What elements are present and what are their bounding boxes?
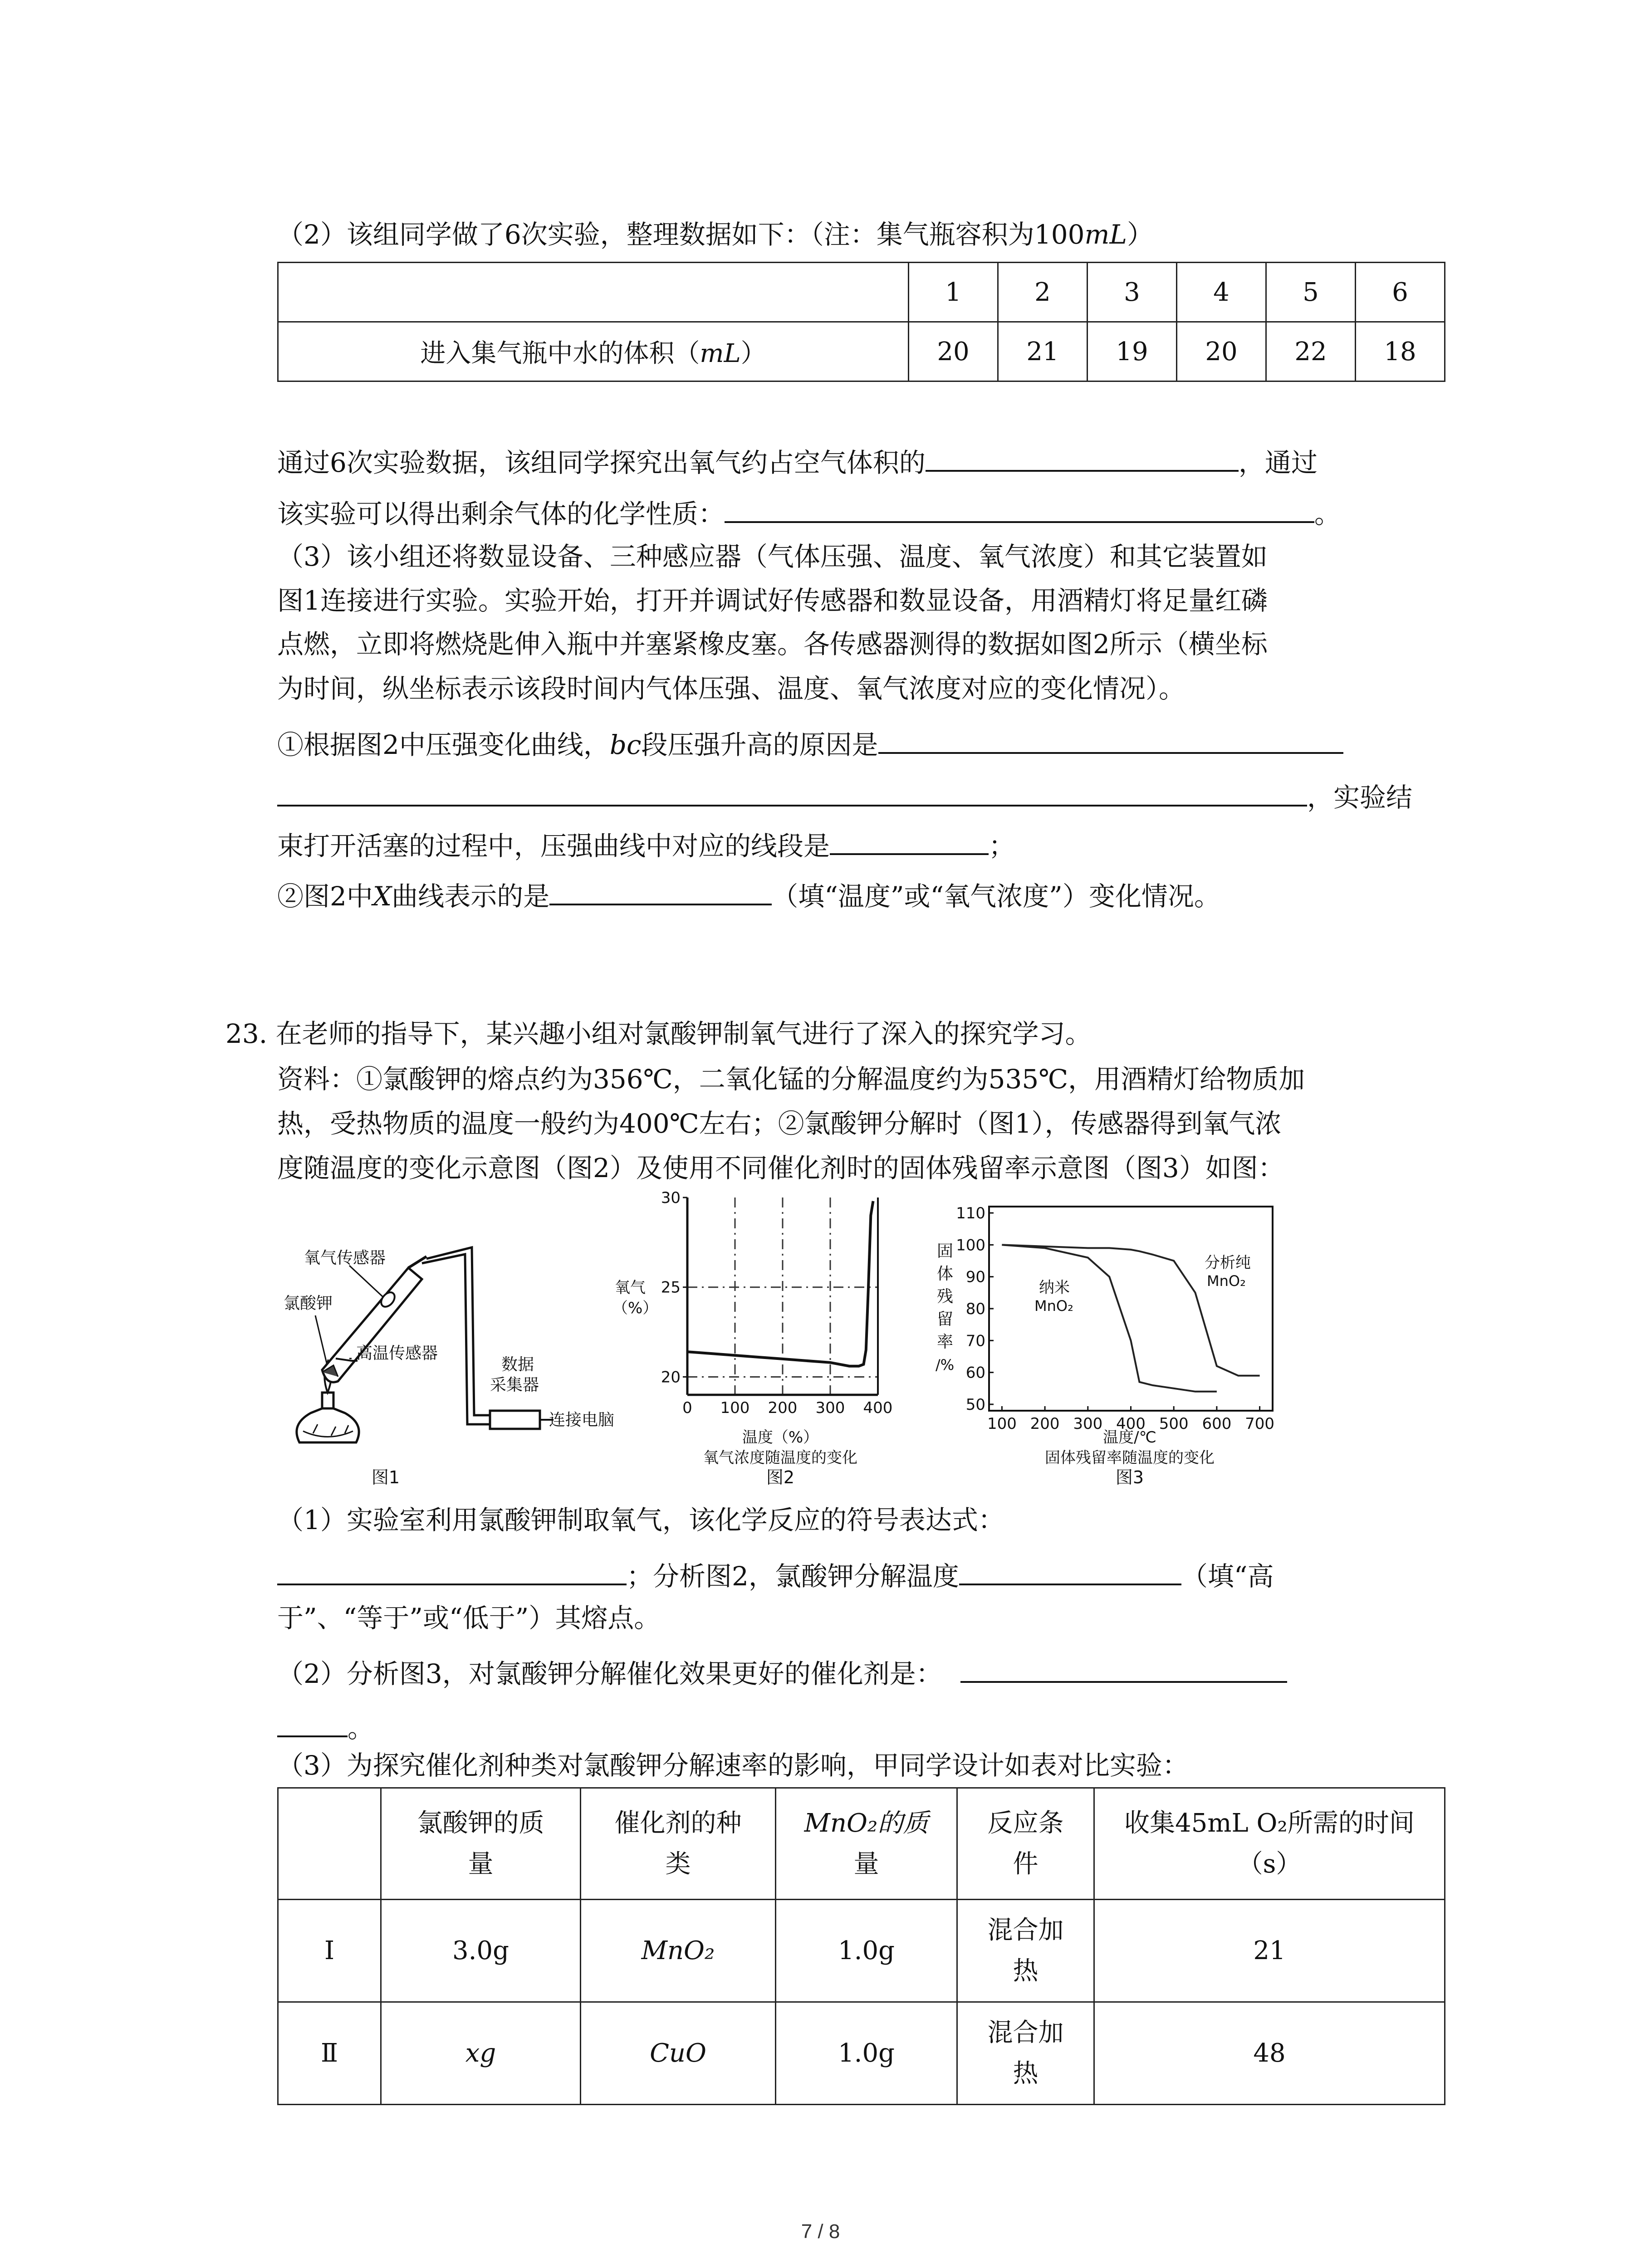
q23-part2-line2: 。 (277, 1710, 374, 1741)
y-tick-label: 100 (956, 1236, 985, 1255)
x-axis-label: 温度（%） (742, 1428, 819, 1447)
x-tick-label: 0 (682, 1399, 692, 1417)
q23-part3: （3）为探究催化剂种类对氯酸钾分解速率的影响，甲同学设计如表对比实验： (277, 1750, 1189, 1781)
q22-line2: 该实验可以得出剩余气体的化学性质： 。 (277, 496, 1341, 527)
q23-line2: 资料：①氯酸钾的熔点约为356℃，二氧化锰的分解温度约为535℃，用酒精灯给物质加 (277, 1064, 1305, 1095)
label-oxygen-sensor: 氧气传感器 (304, 1249, 386, 1267)
y-tick-label: 90 (965, 1268, 985, 1286)
table-cell: Ⅱ (278, 2002, 381, 2105)
y-tick-label: 80 (965, 1300, 985, 1318)
answer-blank[interactable] (277, 1710, 348, 1737)
table-cell: 20 (1177, 322, 1266, 381)
svg-text:固: 固 (937, 1242, 954, 1261)
q22-line10: ②图2中X曲线表示的是 （填“温度”或“氧气浓度”）变化情况。 (277, 878, 1220, 909)
table-cell: 48 (1094, 2002, 1445, 2105)
q22-line6: 为时间，纵坐标表示该段时间内气体压强、温度、氧气浓度对应的变化情况）。 (277, 673, 1185, 704)
x-tick-label: 700 (1245, 1415, 1275, 1433)
q23-title: 23. 在老师的指导下，某兴趣小组对氯酸钾制氧气进行了深入的探究学习。 (225, 1018, 1092, 1049)
q23-line4: 度随温度的变化示意图（图2）及使用不同催化剂时的固体残留率示意图（图3）如图： (277, 1153, 1284, 1183)
q22-line1: 通过6次实验数据，该组同学探究出氧气约占空气体积的 ，通过 (277, 445, 1318, 476)
answer-blank[interactable] (277, 1558, 627, 1585)
chart-subtitle: 氧气浓度随温度的变化 (703, 1449, 857, 1467)
q23-part1-line2: ；分析图2，氯酸钾分解温度 （填“高 (277, 1558, 1274, 1589)
table-cell (278, 263, 909, 322)
y-tick-label: 25 (661, 1278, 681, 1297)
y-axis-label: 氧气 (615, 1279, 646, 1297)
label-high-temp-sensor: 高温传感器 (356, 1344, 438, 1363)
figure-2-oxygen-chart (603, 1188, 903, 1497)
table-cell: 6 (1356, 263, 1445, 322)
figure-3-caption: 图3 (1115, 1467, 1144, 1487)
x-tick-label: 300 (815, 1399, 845, 1417)
x-tick-label: 600 (1202, 1415, 1232, 1433)
table-cell: 20 (909, 322, 998, 381)
figure-2-caption: 图2 (766, 1467, 795, 1487)
table-cell: MnO₂ (581, 1900, 776, 2002)
chart-ticks (661, 1189, 893, 1417)
table-cell: 3.0g (381, 1900, 581, 2002)
svg-text:残: 残 (937, 1287, 954, 1306)
svg-text:/%: /% (936, 1356, 955, 1374)
catalyst-experiment-table (277, 1787, 1445, 2105)
table-cell: 5 (1266, 263, 1356, 322)
series-label-analytical-formula: MnO₂ (1207, 1272, 1246, 1290)
table-cell: 21 (998, 322, 1087, 381)
x-tick-label: 400 (863, 1399, 893, 1417)
answer-blank[interactable] (725, 496, 1314, 523)
x-tick-label: 100 (720, 1399, 750, 1417)
answer-blank[interactable] (549, 878, 772, 905)
table-cell: 2 (998, 263, 1087, 322)
q22-line3: （3）该小组还将数显设备、三种感应器（气体压强、温度、氧气浓度）和其它装置如 (277, 541, 1268, 572)
table-cell: 混合加 热 (957, 1900, 1094, 2002)
series-label-nano-formula: MnO₂ (1034, 1297, 1073, 1315)
table-cell: 1 (909, 263, 998, 322)
table-row (278, 2002, 1445, 2105)
table-header-cell: 收集45mL O₂所需的时间 （s） (1094, 1788, 1445, 1900)
table-cell: 18 (1356, 322, 1445, 381)
x-tick-label: 500 (1159, 1415, 1189, 1433)
figure-3-residue-chart (930, 1198, 1284, 1497)
water-volume-table (277, 262, 1445, 382)
y-axis-unit: （%） (612, 1299, 658, 1317)
answer-blank[interactable] (959, 1558, 1181, 1585)
table-header-cell: 氯酸钾的质 量 (381, 1788, 581, 1900)
oxygen-series-line (687, 1201, 873, 1366)
y-axis-label (936, 1242, 954, 1374)
table-cell: 1.0g (776, 2002, 957, 2105)
table-cell: Ⅰ (278, 1900, 381, 2002)
q23-part1-line1: （1）实验室利用氯酸钾制取氧气，该化学反应的符号表达式： (277, 1505, 1004, 1535)
answer-blank[interactable] (878, 727, 1343, 754)
q22-line9: 束打开活塞的过程中，压强曲线中对应的线段是 ； (277, 828, 1015, 859)
table-header-cell (278, 1788, 381, 1900)
q23-part2-line1: （2）分析图3，对氯酸钾分解催化效果更好的催化剂是： (277, 1656, 1287, 1687)
series-label-nano: 纳米 (1039, 1279, 1070, 1297)
svg-text:体: 体 (937, 1265, 954, 1283)
answer-blank[interactable] (960, 1656, 1287, 1683)
label-collector: 采集器 (490, 1376, 539, 1394)
label-kclo3: 氯酸钾 (284, 1294, 333, 1313)
table-header-cell: 反应条 件 (957, 1788, 1094, 1900)
chart-frame (989, 1207, 1273, 1411)
x-tick-label: 300 (1073, 1415, 1103, 1433)
answer-blank[interactable] (926, 445, 1239, 472)
label-data: 数据 (501, 1355, 534, 1374)
table-cell: 19 (1087, 322, 1177, 381)
x-tick-label: 100 (987, 1415, 1017, 1433)
table-header-cell: MnO₂的质 量 (776, 1788, 957, 1900)
x-tick-label: 200 (768, 1399, 798, 1417)
y-tick-label: 30 (661, 1189, 681, 1207)
q22-line4: 图1连接进行实验。实验开始，打开并调试好传感器和数显设备，用酒精灯将足量红磷 (277, 585, 1268, 616)
x-tick-label: 200 (1030, 1415, 1060, 1433)
page-number: 7 / 8 (801, 2220, 840, 2243)
table-cell: CuO (581, 2002, 776, 2105)
answer-blank[interactable] (830, 828, 989, 855)
table-cell: 21 (1094, 1900, 1445, 2002)
figure-1-apparatus (272, 1229, 635, 1492)
nano-mno2-series-line (1002, 1245, 1217, 1391)
q22-line8: ，实验结 (277, 779, 1412, 811)
test-tube-icon (322, 1256, 426, 1382)
series-label-analytical: 分析纯 (1205, 1254, 1251, 1272)
y-tick-label: 20 (661, 1368, 681, 1387)
row-label: 进入集气瓶中水的体积（mL） (278, 322, 909, 381)
figure-1-caption: 图1 (371, 1467, 400, 1487)
q22-part2-intro: （2）该组同学做了6次实验，整理数据如下：（注：集气瓶容积为100mL） (277, 219, 1154, 250)
label-computer: 连接电脑 (549, 1411, 615, 1429)
q22-line5: 点燃，立即将燃烧匙伸入瓶中并塞紧橡皮塞。各传感器测得的数据如图2所示（横坐标 (277, 629, 1268, 660)
chart-ticks (956, 1204, 1274, 1433)
y-tick-label: 60 (965, 1364, 985, 1382)
q23-part1-line3: 于”、“等于”或“低于”）其熔点。 (277, 1603, 661, 1633)
table-cell: 3 (1087, 263, 1177, 322)
table-row (278, 1900, 1445, 2002)
svg-text:率: 率 (937, 1333, 954, 1351)
chart-subtitle: 固体残留率随温度的变化 (1045, 1449, 1215, 1467)
q22-line7: ①根据图2中压强变化曲线，bc段压强升高的原因是 (277, 727, 1343, 758)
table-header-cell: 催化剂的种 类 (581, 1788, 776, 1900)
x-axis-label: 温度/℃ (1103, 1428, 1156, 1447)
table-cell: xg (381, 2002, 581, 2105)
y-tick-label: 110 (956, 1204, 985, 1223)
q23-line3: 热，受热物质的温度一般约为400℃左右；②氯酸钾分解时（图1），传感器得到氧气浓 (277, 1108, 1282, 1139)
answer-blank[interactable] (277, 779, 1307, 807)
table-cell: 22 (1266, 322, 1356, 381)
table-header-row (278, 1788, 1445, 1900)
x-tick-label: 400 (1116, 1415, 1146, 1433)
table-cell: 混合加 热 (957, 2002, 1094, 2105)
table-cell: 4 (1177, 263, 1266, 322)
y-tick-label: 50 (965, 1395, 985, 1414)
svg-text:留: 留 (937, 1310, 954, 1329)
y-tick-label: 70 (965, 1332, 985, 1350)
table-cell: 1.0g (776, 1900, 957, 2002)
table-row (278, 322, 1445, 381)
table-header-row (278, 263, 1445, 322)
